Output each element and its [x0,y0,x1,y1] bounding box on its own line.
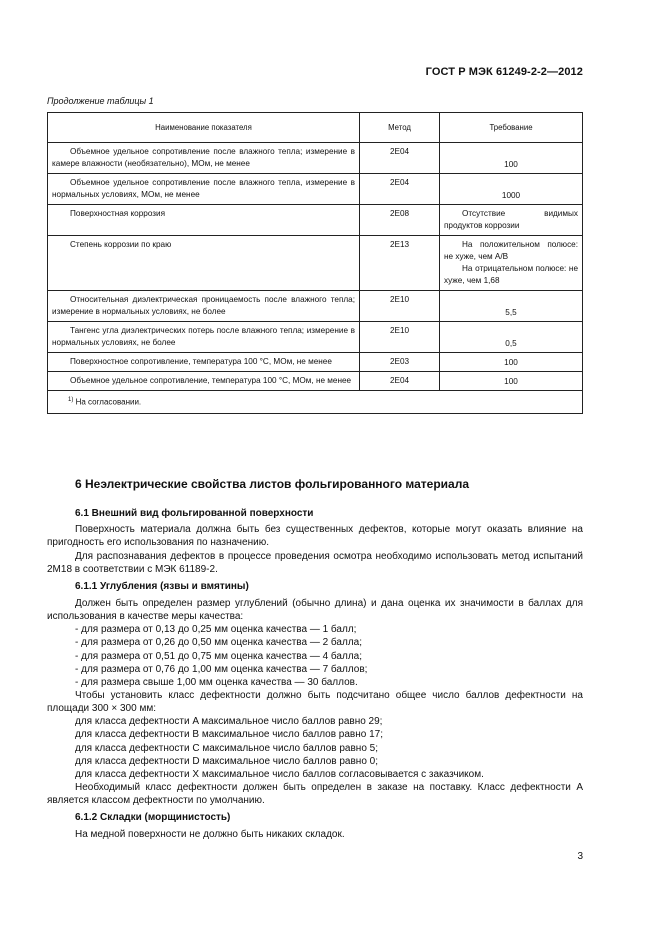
requirement-positive: На положительном полюсе: не хуже, чем A/B [444,240,578,261]
table-footnote-row [48,391,583,414]
list-item: - для размера свыше 1,00 мм оценка качества — 30 баллов. [75,677,358,689]
parameter-name: Поверхностная коррозия [48,205,360,236]
footnote-mark: 1) [68,397,74,403]
list-item: - для размера от 0,13 до 0,25 мм оценка качества — 1 балл; [75,624,357,635]
section-6-1-1-count [47,689,583,716]
section-6-1-title: 6.1 Внешний вид фольгированной поверхности [75,508,314,519]
parameter-name: Степень коррозии по краю [48,236,360,291]
page-number: 3 [577,851,583,862]
table-footnote [48,391,583,414]
list-item: - для размера от 0,26 до 0,50 мм оценка качества — 2 балла; [75,637,363,649]
table-row [48,236,583,291]
section-6-1-2-title: 6.1.2 Складки (морщинистость) [75,812,231,823]
requirement-cell: Отсутствие видимых продуктов коррозии [440,205,583,236]
requirement-cell: 5,5 [440,291,583,322]
paragraph: Должен быть определен размер углублений (обычно длина) и дана оценка их значимости в баллах для использования в качестве меры качества: [47,598,583,623]
footnote-text: На согласовании. [75,397,142,407]
method-cell: 2E13 [360,236,440,291]
section-6-1-1-default [47,781,583,808]
requirement-negative: На отрицательном полюсе: не хуже, чем 1,68 [444,264,578,285]
paragraph: Необходимый класс дефектности должен быть определен в заказе на поставку. Класс дефектности A является классом дефектности по умолчанию. [47,782,583,807]
list-item: - для размера от 0,76 до 1,00 мм оценка качества — 7 баллов; [75,663,368,675]
column-header: Метод [360,113,440,143]
defect-class-list [75,715,484,781]
column-header: Требование [440,113,583,143]
table-caption: Продолжение таблицы 1 [47,96,154,106]
score-list [75,623,367,689]
table-row [48,353,583,372]
requirement-cell [440,236,583,291]
table-row [48,143,583,174]
method-cell: 2E03 [360,353,440,372]
section-6-title: 6 Неэлектрические свойства листов фольгированного материала [75,477,470,491]
section-6-1-1-intro [47,597,583,624]
paragraph: Для распознавания дефектов в процессе проведения осмотра необходимо использовать метод испытаний 2M18 в соответствии с МЭК 61189-2. [47,550,583,575]
method-cell: 2E04 [360,174,440,205]
parameter-name: Относительная диэлектрическая проницаемость после влажного тепла; измерение в нормальных условиях, не более [48,291,360,322]
table-row [48,322,583,353]
table-row [48,372,583,391]
parameter-name: Поверхностное сопротивление, температура 100 °C, МОм, не менее [48,353,360,372]
column-header: Наименование показателя [48,113,360,143]
paragraph: Чтобы установить класс дефектности должно быть подсчитано общее число баллов дефектности на площади 300 × 300 мм: [47,690,583,715]
list-item: для класса дефектности B максимальное число баллов равно 17; [75,729,384,741]
parameter-name: Тангенс угла диэлектрических потерь после влажного тепла; измерение в нормальных условиях, не более [48,322,360,353]
method-cell: 2E10 [360,322,440,353]
list-item: для класса дефектности A максимальное число баллов равно 29; [75,716,383,727]
table-row [48,205,583,236]
table-row [48,291,583,322]
requirement-cell: 100 [440,143,583,174]
section-6-1-2-text [47,828,583,841]
parameter-name: Объемное удельное сопротивление после влажного тепла; измерение в камере влажности (необязательно), МОм, не менее [48,143,360,174]
list-item: для класса дефектности X максимальное число баллов согласовывается с заказчиком. [75,769,484,781]
document-header: ГОСТ Р МЭК 61249-2-2—2012 [425,66,583,78]
method-cell: 2E04 [360,372,440,391]
method-cell: 2E10 [360,291,440,322]
paragraph: На медной поверхности не должно быть никаких складок. [75,829,345,840]
section-6-1-text [47,523,583,576]
table-header-row [48,113,583,143]
table-row [48,174,583,205]
parameter-name: Объемное удельное сопротивление после влажного тепла, измерение в нормальных условиях, МОм, не менее [48,174,360,205]
requirement-cell: 1000 [440,174,583,205]
method-cell: 2E08 [360,205,440,236]
method-cell: 2E04 [360,143,440,174]
requirement-cell: 100 [440,372,583,391]
list-item: - для размера от 0,51 до 0,75 мм оценка качества — 4 балла; [75,650,363,662]
requirements-table [47,112,583,414]
list-item: для класса дефектности C максимальное число баллов равно 5; [75,742,378,754]
parameter-name: Объемное удельное сопротивление, температура 100 °C, МОм, не менее [48,372,360,391]
requirement-cell: 0,5 [440,322,583,353]
paragraph: Поверхность материала должна быть без существенных дефектов, которые могут оказать влияние на пригодность его использования по назначению. [47,524,583,549]
list-item: для класса дефектности D максимальное число баллов равно 0; [75,755,378,767]
requirement-cell: 100 [440,353,583,372]
section-6-1-1-title: 6.1.1 Углубления (язвы и вмятины) [75,581,249,592]
